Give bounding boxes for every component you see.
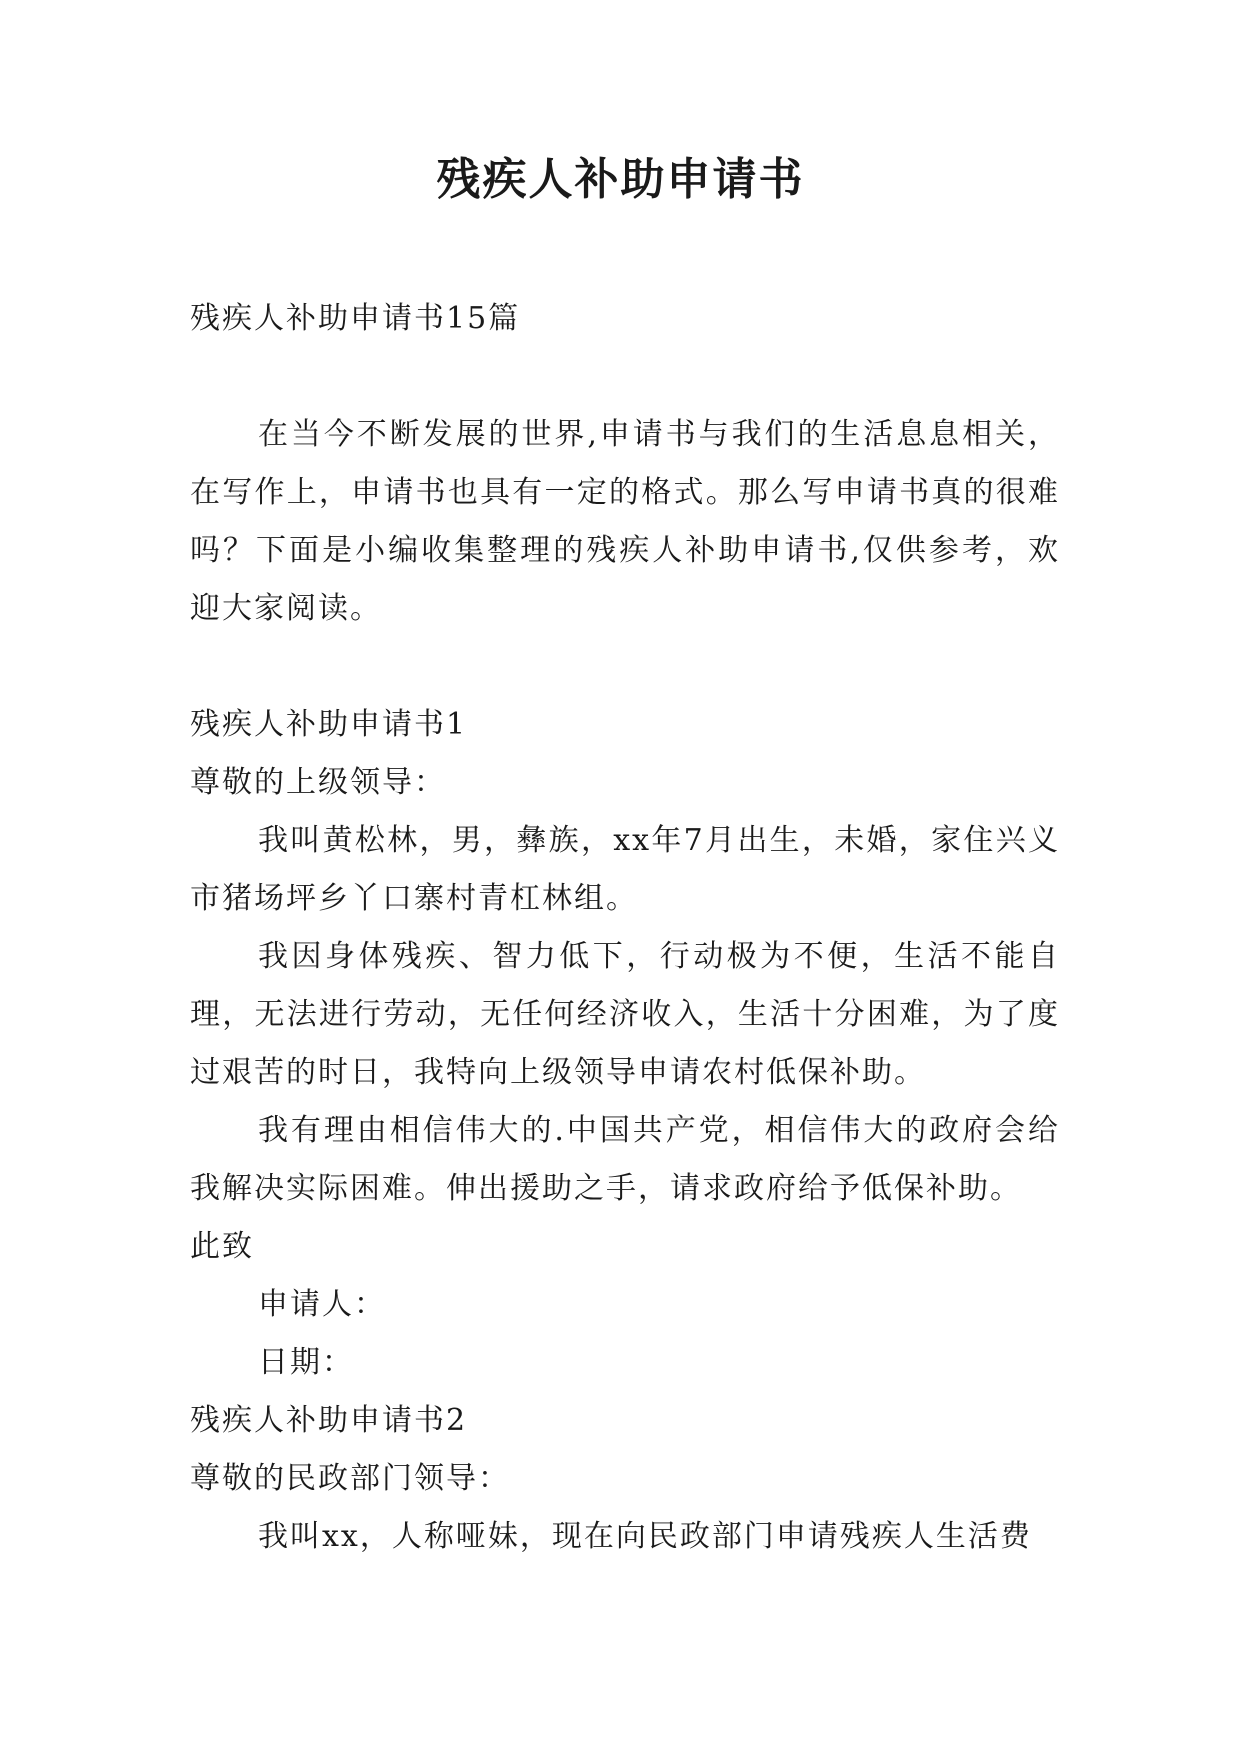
intro-paragraph: 在当今不断发展的世界,申请书与我们的生活息息相关，在写作上，申请书也具有一定的格式。那么写申请书真的很难吗？下面是小编收集整理的残疾人补助申请书,仅供参考，欢迎大家阅读。 bbox=[190, 417, 1060, 626]
letter1-paragraph-3: 我有理由相信伟大的.中国共产党，相信伟大的政府会给我解决实际困难。伸出援助之手，请求政府给予低保补助。 bbox=[190, 1113, 1060, 1206]
letter2-salutation: 尊敬的民政部门领导： bbox=[190, 1461, 510, 1496]
document-title: 残疾人补助申请书 bbox=[436, 154, 805, 205]
letter1-applicant-label: 申请人： bbox=[258, 1287, 386, 1322]
letter1-paragraph-1: 我叫黄松林，男，彝族，xx年7月出生，未婚，家住兴义市猪场坪乡丫口寨村青杠林组。 bbox=[190, 823, 1060, 916]
letter1-paragraph-2: 我因身体残疾、智力低下，行动极为不便，生活不能自理，无法进行劳动，无任何经济收入，生活十分困难，为了度过艰苦的时日，我特向上级领导申请农村低保补助。 bbox=[190, 939, 1060, 1090]
document-body bbox=[190, 290, 1060, 1566]
letter1-heading: 残疾人补助申请书1 bbox=[190, 707, 468, 742]
document-subtitle: 残疾人补助申请书15篇 bbox=[190, 301, 521, 336]
letter1-closing: 此致 bbox=[190, 1229, 254, 1264]
letter1-date-label: 日期： bbox=[258, 1345, 354, 1380]
letter2-heading: 残疾人补助申请书2 bbox=[190, 1403, 468, 1438]
letter1-salutation: 尊敬的上级领导： bbox=[190, 765, 446, 800]
letter2-paragraph-1: 我叫xx，人称哑妹，现在向民政部门申请残疾人生活费 bbox=[258, 1519, 1032, 1554]
